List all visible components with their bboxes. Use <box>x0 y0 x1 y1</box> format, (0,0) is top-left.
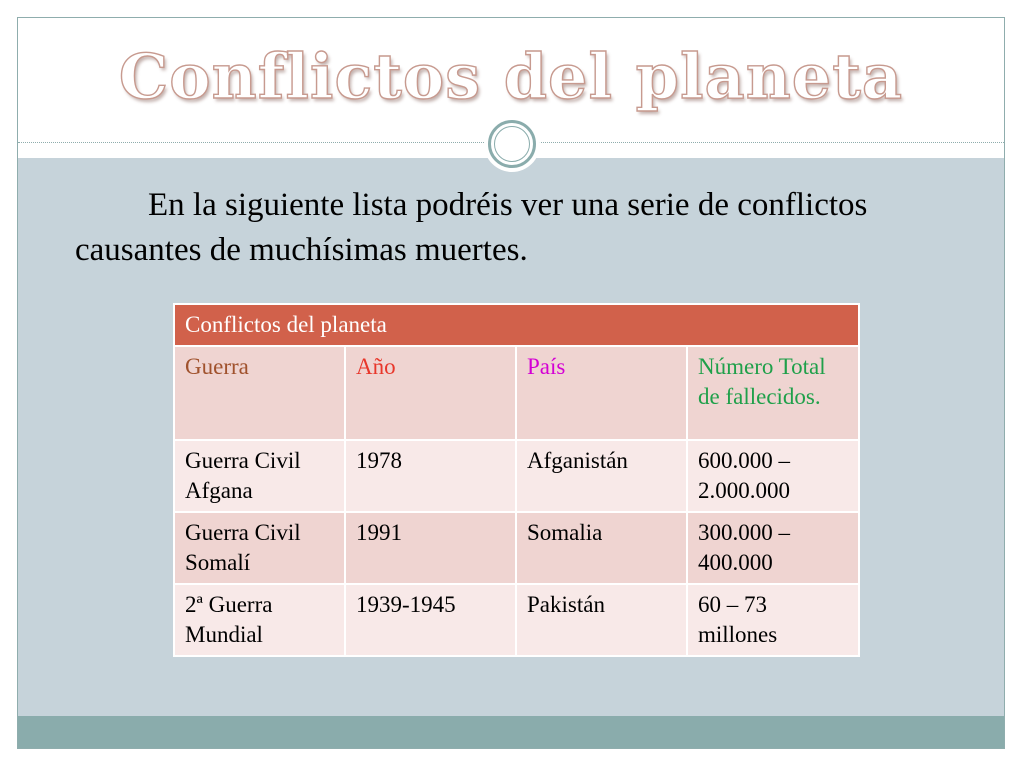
header-pais: País <box>516 346 687 440</box>
cell-fallecidos: 300.000 – 400.000 <box>687 512 859 584</box>
cell-anio: 1978 <box>345 440 516 512</box>
cell-fallecidos: 60 – 73 millones <box>687 584 859 656</box>
cell-guerra: Guerra Civil Somalí <box>174 512 345 584</box>
cell-guerra: 2ª Guerra Mundial <box>174 584 345 656</box>
column-header-row <box>174 346 859 440</box>
cell-fallecidos: 600.000 – 2.000.000 <box>687 440 859 512</box>
table-title-row <box>174 304 859 346</box>
table-row <box>174 440 859 512</box>
footer-band <box>18 716 1004 749</box>
cell-anio: 1991 <box>345 512 516 584</box>
header-anio: Año <box>345 346 516 440</box>
slide-title: Conflictos del planeta <box>118 40 904 113</box>
intro-text: En la siguiente lista podréis ver una serie de conflictos causantes de muchísimas muertes. <box>75 187 868 268</box>
cell-pais: Somalia <box>516 512 687 584</box>
conflicts-table <box>173 303 860 657</box>
header-fallecidos: Número Total de fallecidos. <box>687 346 859 440</box>
circle-inner-icon <box>494 126 530 162</box>
header-guerra: Guerra <box>174 346 345 440</box>
cell-pais: Pakistán <box>516 584 687 656</box>
cell-pais: Afganistán <box>516 440 687 512</box>
table-row <box>174 512 859 584</box>
cell-anio: 1939-1945 <box>345 584 516 656</box>
table-row <box>174 584 859 656</box>
slide <box>17 17 1005 749</box>
table-caption: Conflictos del planeta <box>174 304 859 346</box>
cell-guerra: Guerra Civil Afgana <box>174 440 345 512</box>
